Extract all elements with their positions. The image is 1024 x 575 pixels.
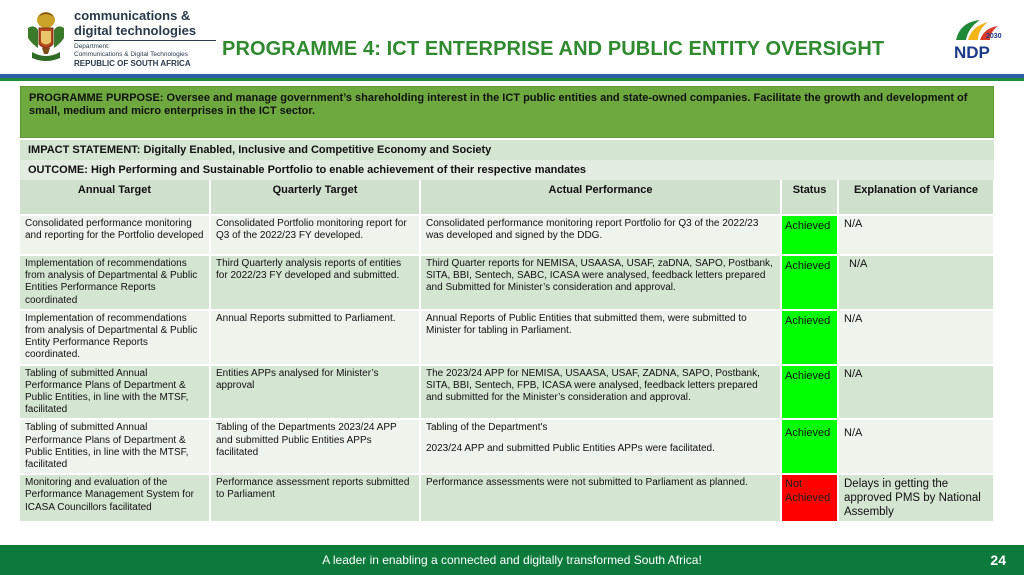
table-row (20, 419, 994, 474)
programme-purpose: PROGRAMME PURPOSE: Oversee and manage government’s shareholding interest in the ICT public entities and state-owned companies. Facilitate the growth and development of small, medium and micro enterprises in the ICT sector. (20, 86, 994, 138)
header (0, 0, 1024, 78)
outcome-statement: OUTCOME: High Performing and Sustainable Portfolio to enable achievement of their respective mandates (20, 160, 994, 180)
table-row (20, 310, 994, 365)
annual-target-cell: Tabling of submitted Annual Performance Plans of Department & Public Entities, in line with the MTSF, facilitated (20, 365, 210, 420)
status-badge: Achieved (781, 215, 838, 255)
status-badge: Not Achieved (781, 474, 838, 522)
logo-line-2: digital technologies (74, 23, 197, 38)
header-explanation: Explanation of Variance (838, 180, 994, 215)
table-row (20, 365, 994, 420)
status-badge: Achieved (781, 255, 838, 310)
actual-performance-cell: Third Quarter reports for NEMISA, USAASA, USAF, zaDNA, SAPO, Postbank, SITA, BBI, Sentech, SABC, ICASA were analysed, feedback letters prepared and Submitted for Minister’s consideration and approval. (420, 255, 781, 310)
quarterly-target-cell: Tabling of the Departments 2023/24 APP and submitted Public Entities APPs facilitated (210, 419, 420, 474)
logo-line-1: communications & (74, 8, 191, 23)
quarterly-target-cell: Entities APPs analysed for Minister’s approval (210, 365, 420, 420)
annual-target-cell: Tabling of submitted Annual Performance Plans of Department & Public Entities, in line with the MTSF, facilitated (20, 419, 210, 474)
header-actual-performance: Actual Performance (420, 180, 781, 215)
annual-target-cell: Implementation of recommendations from analysis of Departmental & Public Entities Performance Reports coordinated (20, 255, 210, 310)
annual-target-cell: Monitoring and evaluation of the Performance Management System for ICASA Councillors facilitated (20, 474, 210, 522)
department-logo (24, 8, 224, 68)
ndp-2030-logo-icon (950, 18, 1002, 62)
table-header-row (20, 180, 994, 215)
svg-text:2030: 2030 (986, 33, 1002, 40)
actual-performance-cell: The 2023/24 APP for NEMISA, USAASA, USAF, ZADNA, SAPO, Postbank, SITA, BBI, Sentech, FPB, ICASA were analysed, feedback letters prepared and submitted for the Minister’s consideration and approval. (420, 365, 781, 420)
programme-content (20, 86, 994, 523)
page-number: 24 (990, 552, 1006, 568)
quarterly-target-cell: Performance assessment reports submitted to Parliament (210, 474, 420, 522)
footer (0, 545, 1024, 575)
table-row (20, 474, 994, 522)
quarterly-target-cell: Third Quarterly analysis reports of entities for 2022/23 FY developed and submitted. (210, 255, 420, 310)
performance-table (20, 180, 995, 523)
footer-tagline: A leader in enabling a connected and digitally transformed South Africa! (322, 553, 702, 567)
table-row (20, 255, 994, 310)
explanation-cell: N/A (838, 215, 994, 255)
impact-statement: IMPACT STATEMENT: Digitally Enabled, Inclusive and Competitive Economy and Society (20, 140, 994, 160)
header-status: Status (781, 180, 838, 215)
explanation-cell: N/A (838, 310, 994, 365)
status-badge: Achieved (781, 365, 838, 420)
table-row (20, 215, 994, 255)
status-badge: Achieved (781, 310, 838, 365)
logo-text (74, 8, 224, 69)
actual-performance-cell: Annual Reports of Public Entities that submitted them, were submitted to Minister for tabling in Parliament. (420, 310, 781, 365)
logo-line-5: REPUBLIC OF SOUTH AFRICA (74, 59, 191, 68)
actual-performance-cell: Performance assessments were not submitted to Parliament as planned. (420, 474, 781, 522)
logo-divider (74, 40, 216, 41)
coat-of-arms-icon (24, 8, 68, 66)
annual-target-cell: Implementation of recommendations from analysis of Departmental & Public Entity Performance Reports coordinated. (20, 310, 210, 365)
header-quarterly-target: Quarterly Target (210, 180, 420, 215)
explanation-cell: N/A (838, 255, 994, 310)
svg-text:NDP: NDP (954, 43, 990, 62)
logo-line-3: Department: (74, 43, 110, 50)
header-band-green (0, 78, 1024, 81)
page-title: PROGRAMME 4: ICT ENTERPRISE AND PUBLIC ENTITY OVERSIGHT (222, 38, 885, 60)
quarterly-target-cell: Consolidated Portfolio monitoring report for Q3 of the 2022/23 FY developed. (210, 215, 420, 255)
annual-target-cell: Consolidated performance monitoring and reporting for the Portfolio developed (20, 215, 210, 255)
explanation-cell: Delays in getting the approved PMS by National Assembly (838, 474, 994, 522)
explanation-cell: N/A (838, 365, 994, 420)
header-annual-target: Annual Target (20, 180, 210, 215)
explanation-cell: N/A (838, 419, 994, 474)
actual-performance-cell (420, 419, 781, 474)
quarterly-target-cell: Annual Reports submitted to Parliament. (210, 310, 420, 365)
logo-line-4: Communications & Digital Technologies (74, 51, 189, 58)
actual-performance-line-2: 2023/24 APP and submitted Public Entities APPs were facilitated. (426, 442, 715, 454)
status-badge: Achieved (781, 419, 838, 474)
actual-performance-cell: Consolidated performance monitoring report Portfolio for Q3 of the 2022/23 was developed and signed by the DDG. (420, 215, 781, 255)
actual-performance-line-1: Tabling of the Department's (426, 422, 548, 434)
